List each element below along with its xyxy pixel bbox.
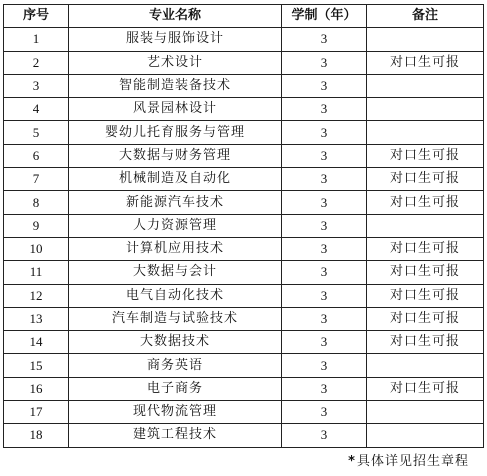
footnote xyxy=(348,453,469,471)
row-note-cell xyxy=(367,401,484,424)
row-index-cell: 6 xyxy=(4,144,69,167)
row-index-cell: 16 xyxy=(4,377,69,400)
row-note-cell: 对口生可报 xyxy=(367,261,484,284)
row-major-cell: 汽车制造与试验技术 xyxy=(69,307,282,330)
table-row xyxy=(4,28,484,51)
row-years-cell: 3 xyxy=(282,144,367,167)
table-row xyxy=(4,168,484,191)
row-index-cell: 17 xyxy=(4,401,69,424)
row-major-cell: 大数据技术 xyxy=(69,331,282,354)
row-note-cell xyxy=(367,214,484,237)
row-major-cell: 婴幼儿托育服务与管理 xyxy=(69,121,282,144)
row-years-cell: 3 xyxy=(282,377,367,400)
row-years-cell: 3 xyxy=(282,28,367,51)
header-major: 专业名称 xyxy=(69,5,282,28)
row-major-cell: 现代物流管理 xyxy=(69,401,282,424)
row-note-cell: 对口生可报 xyxy=(367,307,484,330)
row-note-cell xyxy=(367,98,484,121)
row-index-cell: 15 xyxy=(4,354,69,377)
row-note-cell: 对口生可报 xyxy=(367,284,484,307)
row-index-cell: 1 xyxy=(4,28,69,51)
row-years-cell: 3 xyxy=(282,331,367,354)
row-index-cell: 4 xyxy=(4,98,69,121)
row-years-cell: 3 xyxy=(282,424,367,447)
row-index-cell: 12 xyxy=(4,284,69,307)
row-years-cell: 3 xyxy=(282,191,367,214)
table-row xyxy=(4,424,484,447)
row-years-cell: 3 xyxy=(282,168,367,191)
row-major-cell: 机械制造及自动化 xyxy=(69,168,282,191)
row-index-cell: 8 xyxy=(4,191,69,214)
row-years-cell: 3 xyxy=(282,237,367,260)
table-row xyxy=(4,98,484,121)
row-years-cell: 3 xyxy=(282,51,367,74)
row-index-cell: 2 xyxy=(4,51,69,74)
row-major-cell: 大数据与会计 xyxy=(69,261,282,284)
majors-table xyxy=(3,4,484,448)
table-header-row xyxy=(4,5,484,28)
row-note-cell: 对口生可报 xyxy=(367,191,484,214)
row-years-cell: 3 xyxy=(282,401,367,424)
row-major-cell: 计算机应用技术 xyxy=(69,237,282,260)
row-years-cell: 3 xyxy=(282,98,367,121)
row-note-cell: 对口生可报 xyxy=(367,237,484,260)
row-note-cell: 对口生可报 xyxy=(367,168,484,191)
row-major-cell: 建筑工程技术 xyxy=(69,424,282,447)
table-row xyxy=(4,354,484,377)
row-major-cell: 风景园林设计 xyxy=(69,98,282,121)
row-major-cell: 人力资源管理 xyxy=(69,214,282,237)
row-note-cell: 对口生可报 xyxy=(367,144,484,167)
row-index-cell: 3 xyxy=(4,74,69,97)
header-index: 序号 xyxy=(4,5,69,28)
row-note-cell xyxy=(367,74,484,97)
row-note-cell xyxy=(367,354,484,377)
header-note: 备注 xyxy=(367,5,484,28)
table-row xyxy=(4,261,484,284)
row-major-cell: 电气自动化技术 xyxy=(69,284,282,307)
table-body xyxy=(4,28,484,447)
row-years-cell: 3 xyxy=(282,214,367,237)
row-major-cell: 商务英语 xyxy=(69,354,282,377)
row-years-cell: 3 xyxy=(282,307,367,330)
row-major-cell: 电子商务 xyxy=(69,377,282,400)
table-row xyxy=(4,214,484,237)
table-row xyxy=(4,51,484,74)
row-index-cell: 10 xyxy=(4,237,69,260)
row-major-cell: 新能源汽车技术 xyxy=(69,191,282,214)
row-major-cell: 艺术设计 xyxy=(69,51,282,74)
row-note-cell xyxy=(367,424,484,447)
header-years: 学制（年） xyxy=(282,5,367,28)
row-index-cell: 9 xyxy=(4,214,69,237)
row-major-cell: 服装与服饰设计 xyxy=(69,28,282,51)
footnote-star: * xyxy=(348,454,356,469)
table-row xyxy=(4,144,484,167)
row-major-cell: 大数据与财务管理 xyxy=(69,144,282,167)
row-note-cell xyxy=(367,28,484,51)
row-index-cell: 18 xyxy=(4,424,69,447)
table-row xyxy=(4,307,484,330)
row-index-cell: 7 xyxy=(4,168,69,191)
footnote-text: 具体详见招生章程 xyxy=(356,454,469,469)
table-row xyxy=(4,121,484,144)
row-note-cell: 对口生可报 xyxy=(367,51,484,74)
row-index-cell: 13 xyxy=(4,307,69,330)
row-major-cell: 智能制造装备技术 xyxy=(69,74,282,97)
row-note-cell xyxy=(367,121,484,144)
table-row xyxy=(4,377,484,400)
table-row xyxy=(4,191,484,214)
row-years-cell: 3 xyxy=(282,74,367,97)
table-row xyxy=(4,401,484,424)
row-note-cell: 对口生可报 xyxy=(367,331,484,354)
row-index-cell: 5 xyxy=(4,121,69,144)
row-index-cell: 14 xyxy=(4,331,69,354)
row-index-cell: 11 xyxy=(4,261,69,284)
row-years-cell: 3 xyxy=(282,121,367,144)
table-row xyxy=(4,237,484,260)
table-row xyxy=(4,74,484,97)
row-years-cell: 3 xyxy=(282,354,367,377)
table-row xyxy=(4,331,484,354)
row-years-cell: 3 xyxy=(282,261,367,284)
row-note-cell: 对口生可报 xyxy=(367,377,484,400)
table-row xyxy=(4,284,484,307)
row-years-cell: 3 xyxy=(282,284,367,307)
